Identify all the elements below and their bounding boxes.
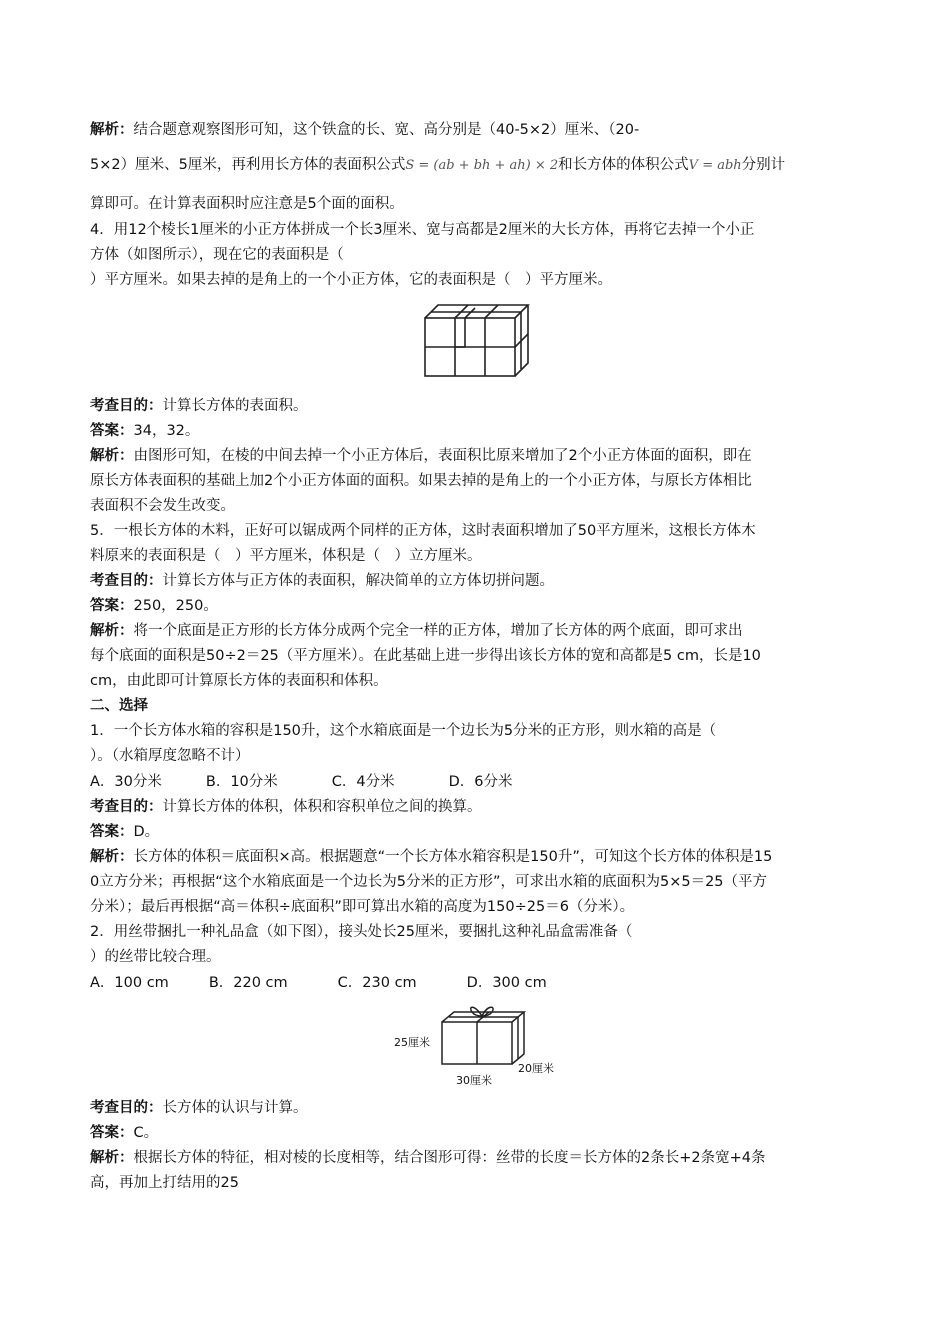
analysis-line: 每个底面的面积是50÷2＝25（平方厘米）。在此基础上进一步得出该长方体的宽和高都是5 cm，长是10 [90, 648, 761, 664]
purpose-line: 考查目的：计算长方体与正方体的表面积，解决简单的立方体切拼问题。 [90, 573, 554, 589]
gift-box-figure [392, 1000, 572, 1090]
answer-line: 答案：250，250。 [90, 598, 218, 614]
question-text: 5．一根长方体的木料，正好可以锯成两个同样的正方体，这时表面积增加了50平方厘米，这根长方体木 [90, 523, 756, 539]
analysis-line: 解析：由图形可知，在棱的中间去掉一个小正方体后，表面积比原来增加了2个小正方体面的面积，即在 [90, 448, 752, 464]
analysis-line: 0立方分米；再根据“这个水箱底面是一个边长为5分米的正方形”，可求出水箱的底面积为5×5＝25（平方 [90, 874, 768, 890]
analysis-label: 解析： [90, 122, 134, 138]
length-label: 30厘米 [456, 1074, 492, 1087]
answer-line: 答案：34，32。 [90, 423, 200, 439]
question-text: 4．用12个棱长1厘米的小正方体拼成一个长3厘米、宽与高都是2厘米的大长方体，再将它去掉一个小正 [90, 222, 755, 238]
question-text: 2．用丝带捆扎一种礼品盒（如下图），接头处长25厘米，要捆扎这种礼品盒需准备（ [90, 924, 633, 940]
answer-line: 答案：C。 [90, 1125, 159, 1141]
question-text: 1．一个长方体水箱的容积是150升，这个水箱底面是一个边长为5分米的正方形，则水箱的高是（ [90, 723, 717, 739]
option-a: A．30分米 [90, 774, 162, 790]
options-line [90, 973, 547, 993]
analysis-line: 解析：长方体的体积＝底面积×高。根据题意“一个长方体水箱容积是150升”，可知这个长方体的体积是15 [90, 849, 773, 865]
section-title: 二、选择 [90, 698, 148, 714]
purpose-line: 考查目的：计算长方体的体积，体积和容积单位之间的换算。 [90, 799, 482, 815]
analysis-line: 表面积不会发生改变。 [90, 498, 235, 514]
option-c: C．4分米 [331, 774, 395, 790]
question-text: 方体（如图所示），现在它的表面积是（ [90, 247, 344, 263]
option-d: D．6分米 [448, 774, 513, 790]
question-text: 料原来的表面积是（ ）平方厘米，体积是（ ）立方厘米。 [90, 548, 482, 564]
analysis-line: cm，由此即可计算原长方体的表面积和体积。 [90, 673, 388, 689]
analysis-line: 5×2）厘米、5厘米，再利用长方体的表面积公式S = (ab + bh + ah) × 2和长方体的体积公式V = abh分别计 [90, 157, 786, 173]
surface-area-formula: S = (ab + bh + ah) × 2 [405, 158, 559, 173]
question-text: ）的丝带比较合理。 [90, 949, 221, 965]
analysis-line: 解析：根据长方体的特征，相对棱的长度相等，结合图形可得：丝带的长度＝长方体的2条长+2条宽+4条 [90, 1150, 766, 1166]
analysis-line: 原长方体表面积的基础上加2个小正方体面的面积。如果去掉的是角上的一个小正方体，与原长方体相比 [90, 473, 752, 489]
question-text: ）平方厘米。如果去掉的是角上的一个小正方体，它的表面积是（ ）平方厘米。 [90, 272, 612, 288]
volume-formula: V = abh [688, 158, 742, 173]
analysis-line: 分米）；最后再根据“高＝体积÷底面积”即可算出水箱的高度为150÷25＝6（分米）。 [90, 899, 635, 915]
options-line [90, 772, 513, 792]
purpose-line: 考查目的：长方体的认识与计算。 [90, 1100, 308, 1116]
option-a: A．100 cm [90, 975, 169, 991]
option-b: B．10分米 [205, 774, 278, 790]
cube-figure [420, 300, 530, 382]
analysis-line: 算即可。在计算表面积时应注意是5个面的面积。 [90, 196, 404, 212]
analysis-line: 解析：将一个底面是正方形的长方体分成两个完全一样的正方体，增加了长方体的两个底面，即可求出 [90, 623, 743, 639]
analysis-line: 解析：结合题意观察图形可知，这个铁盒的长、宽、高分别是（40-5×2）厘米、（20- [90, 122, 640, 138]
purpose-line: 考查目的：计算长方体的表面积。 [90, 398, 308, 414]
question-text: ）。（水箱厚度忽略不计） [90, 748, 250, 764]
width-label: 20厘米 [518, 1062, 554, 1075]
option-c: C．230 cm [337, 975, 417, 991]
option-d: D．300 cm [466, 975, 547, 991]
answer-line: 答案：D。 [90, 824, 160, 840]
analysis-line: 高，再加上打结用的25 [90, 1175, 239, 1191]
option-b: B．220 cm [208, 975, 288, 991]
height-label: 25厘米 [394, 1036, 430, 1049]
